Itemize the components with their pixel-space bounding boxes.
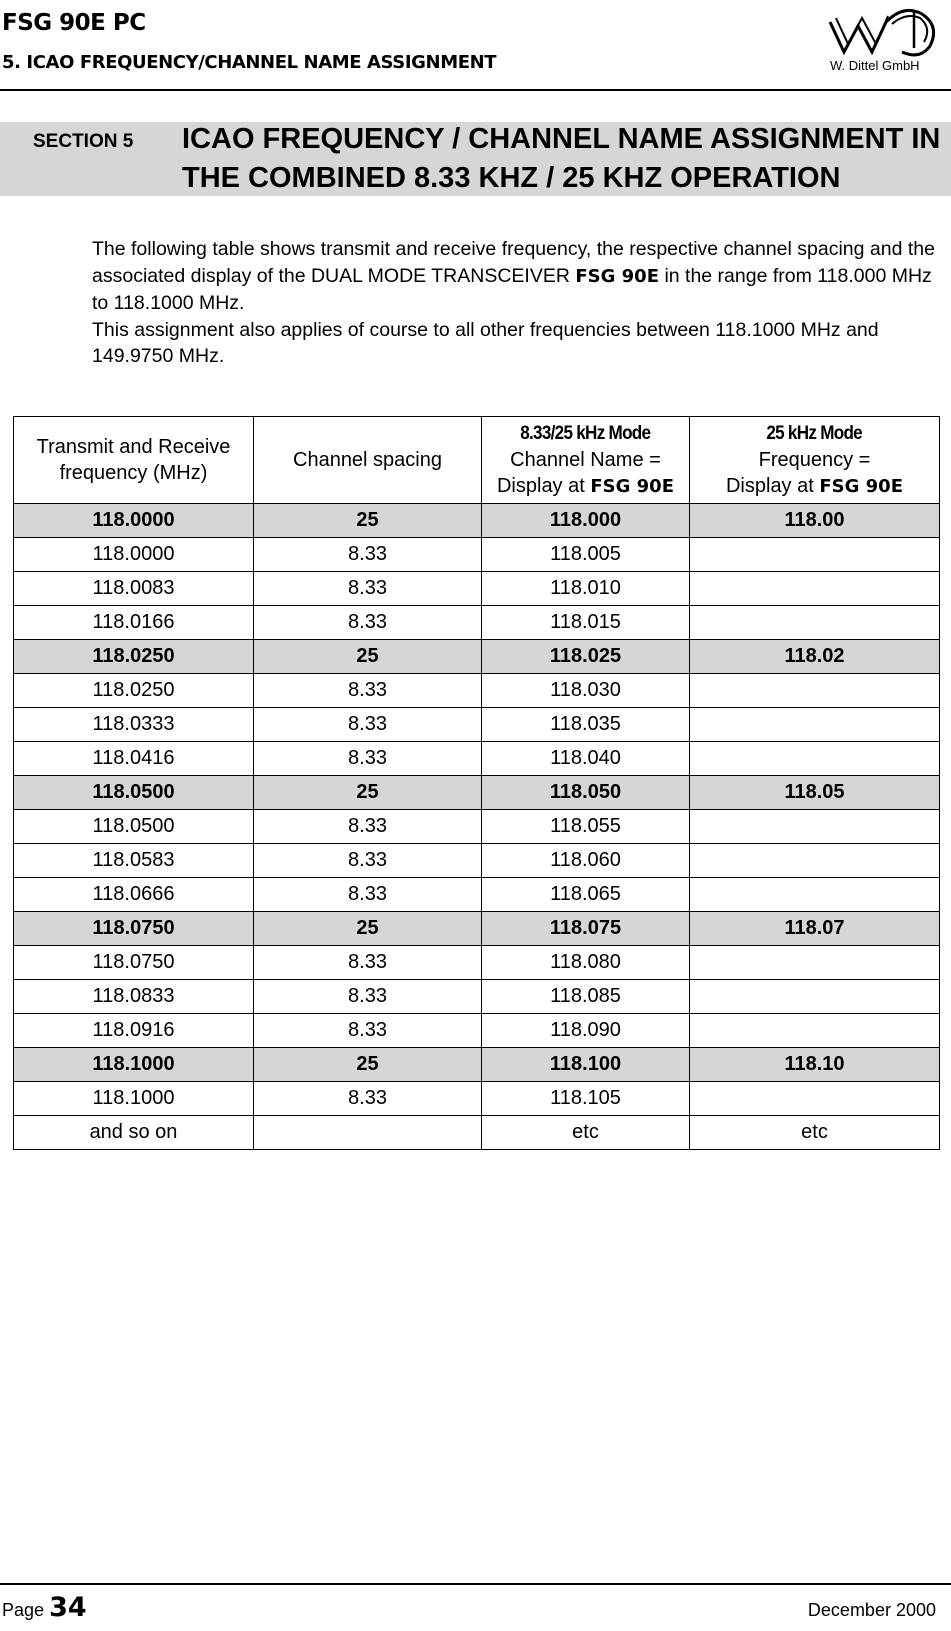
cell-freq: 118.0666 [14, 878, 254, 912]
table-row [14, 878, 940, 912]
section-title-line-2: THE COMBINED 8.33 KHZ / 25 KHZ OPERATION [182, 162, 841, 194]
cell-spacing: 25 [254, 640, 482, 674]
cell-spacing: 8.33 [254, 742, 482, 776]
table-row [14, 1014, 940, 1048]
cell-freq: 118.0750 [14, 946, 254, 980]
cell-freq: 118.0916 [14, 1014, 254, 1048]
intro-text-b: in the range from 118.000 MHz to 118.1000 MHz. [92, 264, 932, 314]
page-number-value: 34 [49, 1592, 87, 1623]
frequency-assignment-table [13, 416, 940, 1150]
header-text: Display at [496, 475, 585, 497]
cell-name: 118.105 [482, 1082, 690, 1116]
cell-freq: 118.0416 [14, 742, 254, 776]
cell-freq: 118.0833 [14, 980, 254, 1014]
table-body [14, 504, 940, 1150]
cell-spacing: 25 [254, 776, 482, 810]
chapter-title: 5. ICAO FREQUENCY/CHANNEL NAME ASSIGNMENT [2, 52, 497, 73]
table-row [14, 912, 940, 946]
table-row [14, 640, 940, 674]
table-row [14, 708, 940, 742]
cell-freq: 118.0000 [14, 538, 254, 572]
cell-spacing: 8.33 [254, 946, 482, 980]
cell-spacing: 25 [254, 1048, 482, 1082]
header-text: Display at [725, 475, 814, 497]
document-product-title: FSG 90E PC [2, 10, 146, 36]
cell-display [690, 1014, 940, 1048]
cell-freq: 118.0000 [14, 504, 254, 538]
cell-spacing: 8.33 [254, 878, 482, 912]
cell-name: 118.035 [482, 708, 690, 742]
cell-spacing: 25 [254, 504, 482, 538]
header-text: Transmit and Receive [36, 436, 231, 458]
company-logo-icon [826, 4, 946, 64]
cell-display [690, 1082, 940, 1116]
header-text: Frequency = [758, 449, 871, 471]
table-row [14, 946, 940, 980]
cell-freq: 118.0333 [14, 708, 254, 742]
cell-freq: 118.1000 [14, 1048, 254, 1082]
cell-display: etc [690, 1116, 940, 1150]
table-row [14, 810, 940, 844]
cell-name: 118.040 [482, 742, 690, 776]
cell-spacing: 8.33 [254, 810, 482, 844]
table-row [14, 980, 940, 1014]
cell-name: 118.075 [482, 912, 690, 946]
cell-spacing: 8.33 [254, 708, 482, 742]
cell-spacing: 8.33 [254, 674, 482, 708]
cell-display: 118.02 [690, 640, 940, 674]
footer-date: December 2000 [807, 1600, 936, 1620]
cell-freq: 118.0166 [14, 606, 254, 640]
col-header-display [690, 417, 940, 504]
header-text: Channel Name = [510, 449, 661, 471]
cell-freq: 118.0500 [14, 776, 254, 810]
cell-freq: 118.0750 [14, 912, 254, 946]
table-row [14, 1082, 940, 1116]
table-row [14, 572, 940, 606]
cell-name: etc [482, 1116, 690, 1150]
cell-display: 118.00 [690, 504, 940, 538]
page-label: Page [2, 1600, 45, 1620]
cell-name: 118.005 [482, 538, 690, 572]
cell-display [690, 878, 940, 912]
cell-freq: and so on [14, 1116, 254, 1150]
header-text: frequency (MHz) [59, 462, 208, 484]
cell-name: 118.100 [482, 1048, 690, 1082]
table-row [14, 538, 940, 572]
cell-display: 118.07 [690, 912, 940, 946]
intro-paragraph-1 [92, 236, 942, 317]
header-text: Channel spacing [293, 449, 442, 471]
cell-freq: 118.0250 [14, 674, 254, 708]
cell-name: 118.085 [482, 980, 690, 1014]
intro-paragraph-2: This assignment also applies of course to all other frequencies between 118.1000 MHz and 149.9750 MHz. [92, 318, 879, 367]
cell-name: 118.055 [482, 810, 690, 844]
cell-name: 118.025 [482, 640, 690, 674]
cell-display [690, 810, 940, 844]
cell-display [690, 572, 940, 606]
table-row [14, 844, 940, 878]
cell-display: 118.05 [690, 776, 940, 810]
cell-name: 118.000 [482, 504, 690, 538]
mode-label: 8.33/25 kHz Mode [520, 423, 651, 444]
brand-name: FSG 90E [575, 265, 660, 287]
cell-spacing: 8.33 [254, 1082, 482, 1116]
header-divider [0, 89, 951, 91]
cell-spacing: 8.33 [254, 1014, 482, 1048]
section-label: SECTION 5 [33, 131, 134, 152]
cell-spacing: 8.33 [254, 606, 482, 640]
cell-name: 118.060 [482, 844, 690, 878]
cell-name: 118.090 [482, 1014, 690, 1048]
table-row [14, 742, 940, 776]
table-row [14, 606, 940, 640]
page-number [2, 1592, 87, 1623]
cell-name: 118.050 [482, 776, 690, 810]
cell-display [690, 708, 940, 742]
cell-name: 118.015 [482, 606, 690, 640]
cell-freq: 118.0500 [14, 810, 254, 844]
cell-spacing: 25 [254, 912, 482, 946]
cell-display [690, 674, 940, 708]
cell-freq: 118.0083 [14, 572, 254, 606]
brand-name: FSG 90E [590, 476, 675, 497]
col-header-spacing [254, 417, 482, 504]
table-row [14, 674, 940, 708]
col-header-channel-name [482, 417, 690, 504]
cell-display [690, 742, 940, 776]
cell-spacing: 8.33 [254, 538, 482, 572]
cell-name: 118.080 [482, 946, 690, 980]
cell-display [690, 538, 940, 572]
cell-freq: 118.0250 [14, 640, 254, 674]
cell-spacing: 8.33 [254, 572, 482, 606]
cell-display: 118.10 [690, 1048, 940, 1082]
table-row [14, 776, 940, 810]
cell-freq: 118.1000 [14, 1082, 254, 1116]
table-row [14, 1116, 940, 1150]
table-row [14, 1048, 940, 1082]
cell-spacing: 8.33 [254, 844, 482, 878]
cell-display [690, 946, 940, 980]
section-title-line-1: ICAO FREQUENCY / CHANNEL NAME ASSIGNMENT IN [182, 123, 941, 155]
cell-spacing: 8.33 [254, 980, 482, 1014]
footer-divider [0, 1583, 951, 1585]
cell-name: 118.030 [482, 674, 690, 708]
cell-display [690, 980, 940, 1014]
cell-display [690, 606, 940, 640]
mode-label: 25 kHz Mode [766, 423, 863, 444]
cell-spacing [254, 1116, 482, 1150]
cell-name: 118.065 [482, 878, 690, 912]
cell-freq: 118.0583 [14, 844, 254, 878]
col-header-frequency [14, 417, 254, 504]
cell-name: 118.010 [482, 572, 690, 606]
table-header-row [14, 417, 940, 504]
intro-text [92, 236, 942, 370]
intro-text-a: The following table shows transmit and receive frequency, the respective channel spacing and the associated display of the DUAL MODE TRANSCEIVER [92, 238, 935, 287]
table-row [14, 504, 940, 538]
company-name: W. Dittel GmbH [830, 58, 920, 73]
brand-name: FSG 90E [819, 476, 904, 497]
cell-display [690, 844, 940, 878]
